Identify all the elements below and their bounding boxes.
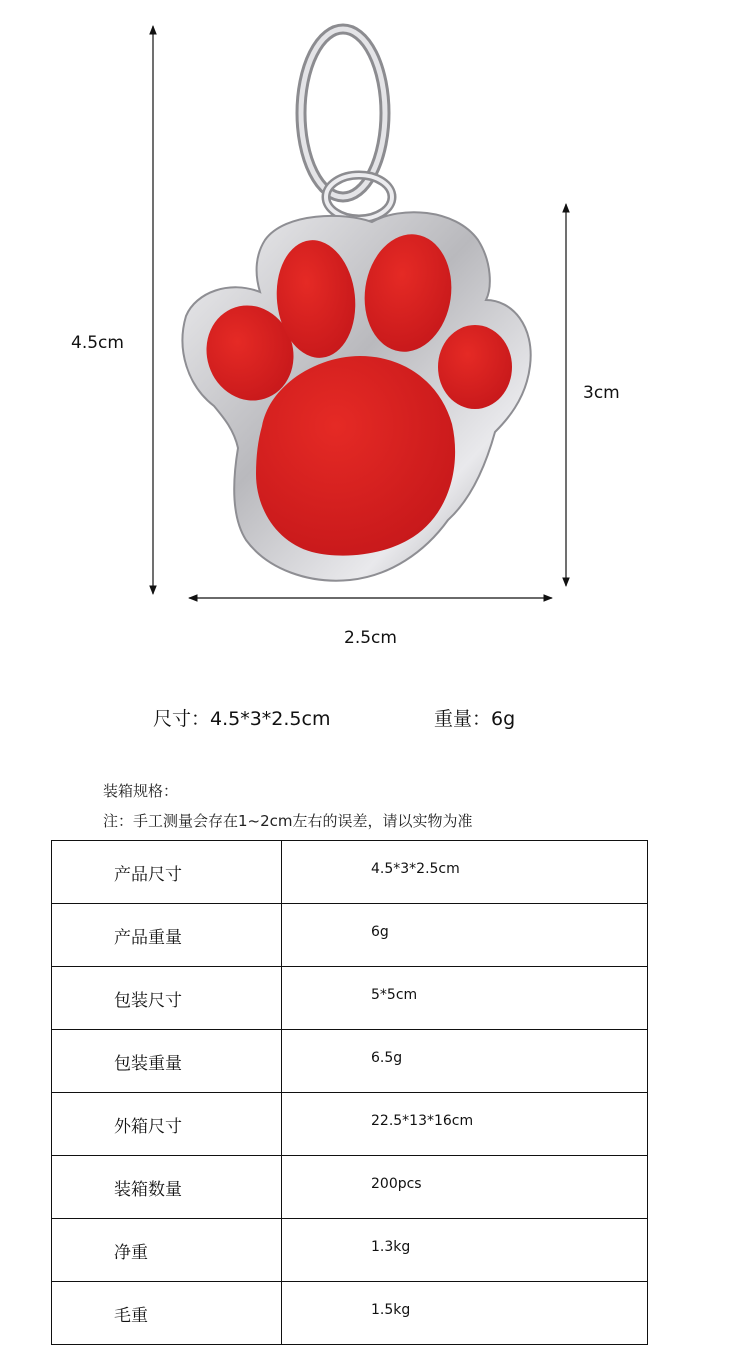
size-summary: 尺寸：4.5*3*2.5cm [153, 708, 331, 730]
table-row [52, 967, 648, 1030]
spec-key: 产品尺寸 [52, 841, 282, 904]
spec-value: 22.5*13*16cm [282, 1093, 648, 1156]
table-row [52, 904, 648, 967]
spec-key: 外箱尺寸 [52, 1093, 282, 1156]
spec-value: 6g [282, 904, 648, 967]
measurement-note: 注：手工测量会存在1~2cm左右的误差，请以实物为准 [103, 812, 473, 830]
spec-value: 6.5g [282, 1030, 648, 1093]
spec-value: 5*5cm [282, 967, 648, 1030]
split-key-ring-icon [301, 29, 392, 219]
paw-print-pet-tag-icon [182, 212, 530, 580]
table-row [52, 1219, 648, 1282]
table-row [52, 1030, 648, 1093]
spec-key: 产品重量 [52, 904, 282, 967]
spec-key: 包装重量 [52, 1030, 282, 1093]
spec-key: 净重 [52, 1219, 282, 1282]
spec-value: 200pcs [282, 1156, 648, 1219]
table-row [52, 1156, 648, 1219]
height-label: 4.5cm [71, 333, 124, 353]
spec-key: 毛重 [52, 1282, 282, 1345]
spec-table [51, 840, 648, 1345]
spec-key: 装箱数量 [52, 1156, 282, 1219]
packing-title: 装箱规格： [103, 782, 179, 800]
table-row [52, 1282, 648, 1345]
table-row [52, 1093, 648, 1156]
tag-height-label: 3cm [583, 383, 620, 403]
width-label: 2.5cm [344, 628, 397, 648]
table-row [52, 841, 648, 904]
spec-value: 4.5*3*2.5cm [282, 841, 648, 904]
spec-value: 1.3kg [282, 1219, 648, 1282]
spec-key: 包装尺寸 [52, 967, 282, 1030]
weight-summary: 重量：6g [434, 708, 516, 730]
spec-value: 1.5kg [282, 1282, 648, 1345]
